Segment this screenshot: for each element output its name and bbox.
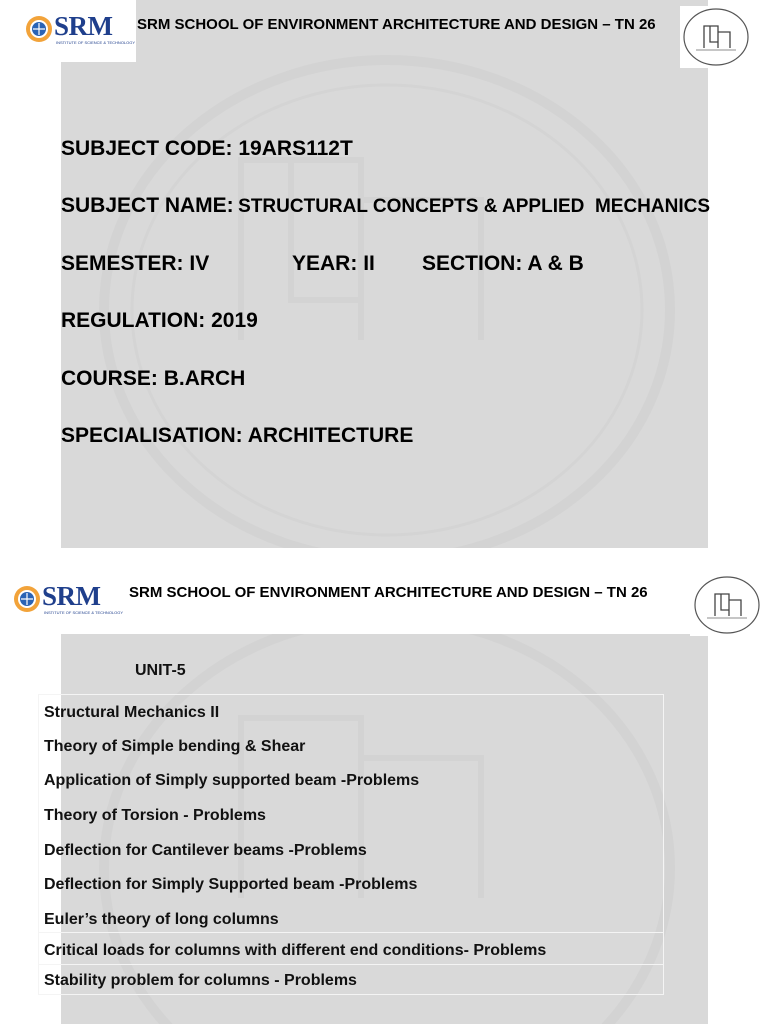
- semester-value: IV: [189, 252, 210, 275]
- topic-item: Theory of Simple bending & Shear: [44, 738, 306, 755]
- topic-item: Deflection for Cantilever beams -Problems: [44, 842, 367, 859]
- section: [422, 252, 584, 276]
- specialisation-value: ARCHITECTURE: [247, 424, 414, 447]
- logo-subtext: INSTITUTE OF SCIENCE & TECHNOLOGY: [56, 40, 136, 45]
- specialisation: [61, 424, 413, 448]
- school-emblem: [690, 574, 764, 636]
- year: [292, 252, 375, 276]
- subject-code-label: SUBJECT CODE:: [61, 137, 233, 160]
- specialisation-label: SPECIALISATION:: [61, 424, 243, 447]
- globe-icon: [12, 584, 42, 614]
- topic-item: Euler’s theory of long columns: [44, 911, 279, 928]
- section-value: A & B: [527, 252, 584, 275]
- semester-label: SEMESTER:: [61, 252, 184, 275]
- subject-name: [61, 194, 710, 218]
- srm-logo: [20, 8, 136, 52]
- emblem-icon: [680, 6, 752, 68]
- topic-item: Stability problem for columns - Problems: [44, 972, 357, 989]
- regulation-label: REGULATION:: [61, 309, 206, 332]
- year-value: II: [363, 252, 375, 275]
- school-title: SRM SCHOOL OF ENVIRONMENT ARCHITECTURE AND DESIGN – TN 26: [137, 16, 656, 33]
- logo-wordmark: SRM: [42, 581, 101, 611]
- school-title: SRM SCHOOL OF ENVIRONMENT ARCHITECTURE AND DESIGN – TN 26: [129, 584, 648, 601]
- semester: [61, 252, 209, 276]
- topic-item: Deflection for Simply Supported beam -Problems: [44, 876, 418, 893]
- regulation: [61, 309, 258, 333]
- subject-code: [61, 137, 353, 161]
- slide-2: [0, 568, 768, 1024]
- course-value: B.ARCH: [163, 367, 246, 390]
- subject-name-value: STRUCTURAL CONCEPTS & APPLIED MECHANICS: [238, 196, 710, 217]
- section-label: SECTION:: [422, 252, 523, 275]
- logo-subtext: INSTITUTE OF SCIENCE & TECHNOLOGY: [44, 610, 124, 615]
- year-label: YEAR:: [292, 252, 358, 275]
- topic-item: Critical loads for columns with different end conditions- Problems: [44, 942, 547, 959]
- course: [61, 367, 245, 391]
- emblem-icon: [690, 574, 764, 636]
- regulation-value: 2019: [211, 309, 258, 332]
- subject-code-value: 19ARS112T: [238, 137, 353, 160]
- logo-wordmark: SRM: [54, 11, 113, 41]
- globe-icon: [24, 14, 54, 44]
- topic-item: Structural Mechanics II: [44, 704, 220, 721]
- course-label: COURSE:: [61, 367, 158, 390]
- unit-title: UNIT-5: [135, 662, 186, 679]
- school-emblem: [680, 6, 752, 68]
- subject-name-label: SUBJECT NAME:: [61, 194, 234, 217]
- topic-item: Application of Simply supported beam -Problems: [44, 772, 420, 789]
- topic-item: Theory of Torsion - Problems: [44, 807, 266, 824]
- srm-logo: [10, 578, 124, 622]
